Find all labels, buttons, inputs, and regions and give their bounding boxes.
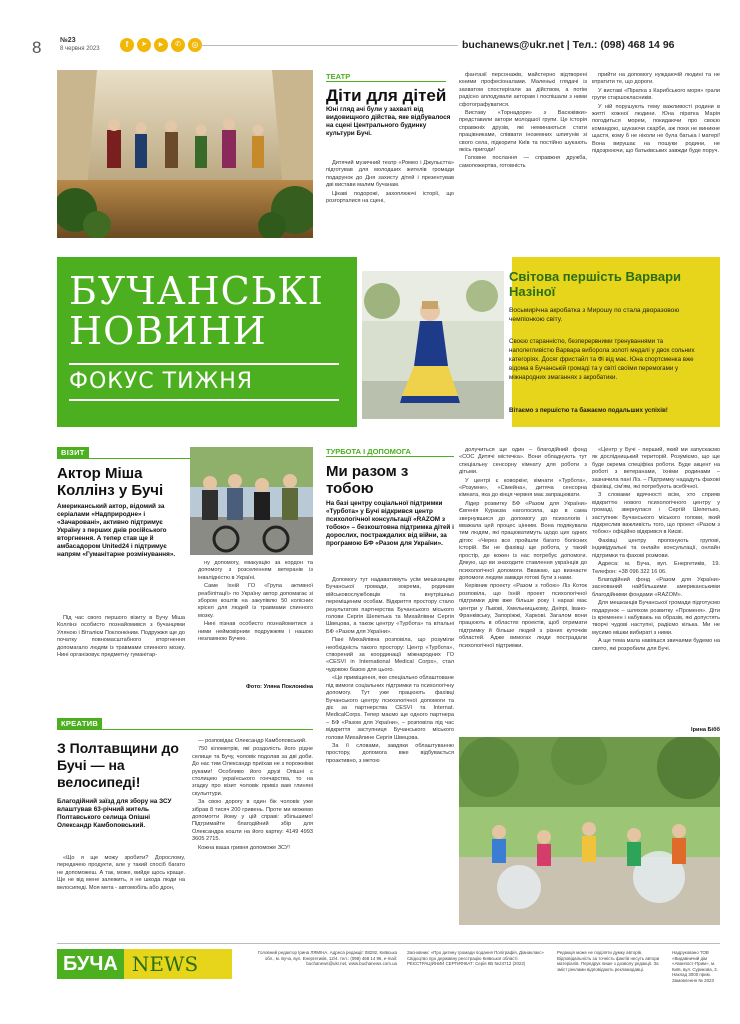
- care-photo: [459, 737, 720, 925]
- issue-date: 8 червня 2023: [60, 46, 100, 52]
- footer-logo-right: NEWS: [131, 952, 199, 976]
- theatre-col2-p3: Головне послання — справжня дружба, самопожертва, готовність: [459, 155, 587, 169]
- visit-title: Актор Міша Коллінз у Бучі: [57, 465, 164, 499]
- theatre-section-rule: [326, 81, 446, 82]
- care-col1-p2: Пані Михайлівна розповіла, що розуміли необхідність такого простору: Центр «Турбота», створений за координації міжнародних ГО «CESVI in International Medical Corps», стал чудовою базою для цього.: [326, 637, 454, 673]
- theatre-col3-p2: У виставі «Піратка з Карибського моря» грали групи старшокласників.: [592, 87, 720, 102]
- visit-section-label: ВІЗИТ: [57, 447, 89, 458]
- theatre-col1-p2: Цікаві подорожі, захоплюючі історії, що розгорталися на сцені,: [326, 190, 454, 205]
- care-col3-p5: Благодійний фонд «Разом для України» заснований найбільшими американськими благодійними фондами «RAZOM».: [592, 576, 720, 598]
- visit-col2: [198, 560, 313, 644]
- care-col3-p4: Адреса: м. Буча, вул. Енергетиків, 19. Телефон: +38 096 322 16 06.: [592, 561, 720, 575]
- header-contacts: buchanews@ukr.net | Тел.: (098) 468 14 96: [462, 39, 675, 51]
- care-col1-p3: «Це приміщення, яке спеціально облаштоване під вимоги соціальних підтримки та психологічну допомогу. Тут уже працюють фахівці Бучанського центру психологічної допомоги та діє за партнерства CESVI та Internat. MedicalCorps. Тепер маємо ще одного партнера – БФ «Разом для України», – розповіла під час відкриття заступниця Бучанського міського голови Михайлине Сергія Швецова.: [326, 675, 454, 741]
- footer-logo-left: БУЧА: [57, 949, 124, 979]
- focus-banner: [57, 257, 720, 427]
- theatre-photo: [57, 70, 313, 238]
- visit-col2-p3: Нині пізнав особисто познайомитися з ними неймовірним подружжям і нашою незламною Бучею.: [198, 621, 313, 643]
- theatre-col2: [459, 72, 587, 171]
- creative-section-label: КРЕАТИВ: [57, 718, 102, 729]
- facebook-icon[interactable]: f: [120, 38, 134, 52]
- theatre-title: Діти для дітей: [326, 86, 447, 105]
- banner-photo: [362, 271, 504, 419]
- creative-col2-p3: За свою дорогу в один бік чоловік уже зібрав 8 тисяч 200 гривень. Проте ми можемо допомогти йому у цій справі: збільшимо! Підтримайте благодійний збір для Олександра кошти на його картку: 4149 4993 3605 2715.: [192, 799, 313, 843]
- creative-section-rule: [57, 729, 313, 730]
- care-col3-p6: Для мешканців Бучанської громади підготуємо подарунок – шляхом розвитку «Променя». Діти із кременен і набуваюь на образів, які допустять творчі чудові наступні, радіємо кілька. Ми не мусимо мішки вибираті з ними.: [592, 600, 720, 636]
- care-section-label: ТУРБОТА І ДОПОМОГА: [326, 447, 411, 456]
- care-col2-p4: Керівник проекту «Разом з тобою» Ліз Коток розповіла, що їхній проект психологічної підтримки діяв вже більше року і наразі має центри у Львові, Хмельницькому, Дніпрі, Івано-Франківську, Запоріжжі, Харкові. Загалом вони працюють в областях проектів, щоб отримати підтримку й більше людей з різних куточків областей. Адже вимогах люди пострадали психологічної підтримки.: [459, 583, 587, 649]
- footer: [57, 943, 720, 983]
- footer-info-editor: Головний редактор Ірина ЛЯМІНА. Адреса редакції: 08292, Київська обл., м. Буча, вул. Енергетиків, 12/4. тел.: (098) 468 14 96, e-mail: buchanews@ukr.net, www.buchanews.com.ua: [257, 950, 397, 967]
- page-number: 8: [32, 38, 42, 57]
- visit-lead: Американський актор, відомий за серіалами «Надприродне» і «Зачаровані», активно підтримує Україну з перших днів російського вторгнення. А тепер став ще й амбасадором United24 і підтримує напрям «Гуманітарне розмінування».: [57, 503, 176, 558]
- theatre-lead: Юні гляд ачі були у захваті від видовищного дійства, яке відбувалося на сцені Центрального будинку культури Бучі.: [326, 106, 451, 137]
- viber-icon[interactable]: ✆: [171, 38, 185, 52]
- theatre-col3-p3: У ній порушують тему важливості родини в житті кожної людини. Юна піратка Марія погодиться морем, покидаючи про своєю командою, шукаючи скарби, аж поки не виникне щастя, кому б не ніколи не була батька і матері! Вона вирушає на пошуки родини, не підозрюючи, що батьківських завжди буде поруч.: [592, 103, 720, 155]
- banner-title-line2: НОВИНИ: [69, 309, 267, 353]
- social-icons: [120, 38, 202, 52]
- theatre-col1: [326, 160, 454, 206]
- children-event-illustration: [459, 737, 720, 925]
- care-col2-p3: Лідер розвитку БФ «Разом для України» Євгенія Кураєва наголосила, що в сама звернувшися до допомогу до психологів і вважала цей процес цінним. Вона подякувала тим людям, які працюватимуть щодо цих одних дітях: «Через все пройшли багато болісних історій. Ви не фахівці ще робота, у такий простір, де кожен із нас потребує допомоги. Дякую, що ви знаходите ставлення українців до психологічної допомоги. Вважаю, що визнаєте допомоги людям завжди готові бути з нами.: [459, 500, 587, 581]
- creative-lead: Благодійний заїзд для збору на ЗСУ влаштував 63-річний житель Полтавського селища Опішні Олександр Камбоповський.: [57, 798, 172, 829]
- visit-body: Під час свого першого візиту в Бучу Міша Коллінз особисто познайомився з бучанцями Уляною і Віталієм Поклонкіним. Подружжя ще до початку повномасштабного вторгнення допомагало людям із травмами спинного мозку. Нині організовує предметну гуманітар-: [57, 615, 185, 659]
- visit-photo-credit: Фото: Уляна Поклонкіна: [246, 684, 313, 690]
- care-col2: [459, 447, 587, 651]
- theatre-col2-p1: фантазії персонажів, майстерно відтворені юними професіоналами. Маленькі глядачі із захватом спостерігали за дійством, а потім радісно аплодували акторам і поспішали з ними сфотографуватися.: [459, 72, 587, 108]
- theatre-section-label: ТЕАТР: [326, 72, 351, 81]
- creative-body: «Що я ще можу зробити? Дорослому, передачею продукти, але у такий спосіб багато не допоможеш. А так, може, вийде щось краще. Ще не від мене залежить, я не шкода люди на велосипеді. Моя мета - автомобіль або дрон,: [57, 855, 185, 891]
- creative-col2: [192, 738, 313, 853]
- visit-col2-p2: Саме їхній ГО «Група активної реабілітації» по Україну автор допомагає зі збором коштів на закупівлю 50 колісних крісел для людей із травмами спинного мозку.: [198, 583, 313, 619]
- care-col1-p1: Допомогу тут надаватимуть усім мешканцям Бучанської громади, зокрема, родинам військовослужбовців та внутрішньо переміщеним особам. Відкриття простору стало результатом партнерства Бучанського міського голови Сергія Шепетька та Михайлівни Сергія Швецова, а також центру «Турбота» та вітальні БФ «Разом для України».: [326, 577, 454, 635]
- creative-title: З Полтавщини до Бучі — на велосипеді!: [57, 740, 179, 790]
- care-col2-p2: У центрі є коворкінг, кімнати «Турбота», «Розумне», «Сімейна», дитяча сенсорна кімната, яка до кінця червня має запрацювати.: [459, 477, 587, 499]
- theatre-col3: [592, 72, 720, 156]
- footer-info-printer: Надруковано ТОВ «Видавничий дім «Аванпост-Прим», м. Київ, вул. Сурикова, 3. Наклад 3000 прим. Замовлення № 2023: [672, 950, 718, 983]
- care-col3-p7: А ще тема мала навіяшся звичаями будемо на свято, які розробили для Бучі.: [592, 638, 720, 652]
- banner-story-title: Світова першість Варвари Назіної: [509, 269, 682, 299]
- theatre-col1-p1: Дитячий музичний театр «Ромео і Джульєтта» підготував для молодших жителів громади подарунок до Дня захисту дітей і презентував дві вистави малим бучанам.: [326, 160, 454, 189]
- banner-story-lead: Восьмирічна акробатка з Мирошу по стала дворазовою чемпіонкою світу.: [509, 307, 680, 323]
- youtube-icon[interactable]: ▶: [154, 38, 168, 52]
- header-rule: [200, 45, 458, 46]
- instagram-icon[interactable]: ◎: [188, 38, 202, 52]
- banner-story-body: Своєю старанністю, безперервними тренуваннями та наполегливістю Варвара виборола золоті медалі у двох сольних категоріях. Досяг фристайл та Фі від має. Юна спортсменка вже відома в Бучанській громаді та у світі своїми перемогами у міжнародних змаганнях з акробатики.: [509, 338, 695, 381]
- page-header: [0, 28, 740, 62]
- visit-illustration: [190, 447, 313, 555]
- banner-subtitle: ФОКУС ТИЖНЯ: [69, 369, 254, 394]
- banner-story-congrats: Вітаємо з першістю та бажаємо подальших успіхів!: [509, 407, 668, 414]
- care-credit: Ірина Бібб: [691, 727, 720, 733]
- care-col3-p3: Фахівці центру пропонують групові, індивідуальні та онлайн консультації, онлайн підтримки та фахові розмови.: [592, 537, 720, 559]
- banner-title-line1: БУЧАНСЬКІ: [69, 269, 324, 313]
- theatre-col3-p1: прийти на допомогу нуждаючій людині та не втратити те, що дороги.: [592, 72, 720, 86]
- care-lead: На базі центру соціальної підтримки «Турбота» у Бучі відкрився центр психологічної консультації «RAZOM з тобою» – безкоштовна підтримка дітей і дорослих, постраждалих від війни, за програмою БФ «Разом для України».: [326, 500, 454, 547]
- theatre-col2-p2: Виставу «Торнадори» з Васюківки» представили актори молодшої групи. Це історія справжніх друзів, які неминаються стати працівниками, співвати іноземних шпигунів зі свого села, підкорити Київ та постійно шукають якісь пригоди!: [459, 110, 587, 154]
- stage-illustration: [57, 70, 313, 238]
- care-col2-p1: долучиться ще один – благодійний фонд «СОС Дитячі містечка». Вони обладнують тут спеціальну сенсорну кімнату для роботи з дітьми.: [459, 447, 587, 476]
- care-col3: [592, 447, 720, 654]
- issue-number: №23: [60, 37, 76, 44]
- care-col1: [326, 577, 454, 766]
- care-title: Ми разом з тобою: [326, 463, 409, 497]
- gymnast-illustration: [362, 271, 504, 419]
- telegram-icon[interactable]: ➤: [137, 38, 151, 52]
- footer-logo: [57, 949, 232, 979]
- care-section-rule: [326, 456, 454, 457]
- creative-col2-p1: — розповідає Олександр Камбоповський.: [198, 738, 307, 744]
- banner-subtitle-box: [69, 363, 339, 401]
- creative-col2-p2: 750 кілометрів, які роздолість його рідне селище та Бучу, чоловік подолав за дві доби. До нас тим Олександр приїхав не з порожніми руками! Особливо його друзі Опішні є столицею українського гончарства, то на згадку про візит чоловік привіз вам глиняні скульптури.: [192, 746, 313, 797]
- visit-col2-p1: ну допомогу, евакуацію за кордон та допомогу з розселенням ветеранів із інвалідністю в Україні.: [198, 560, 313, 581]
- care-col3-p1: «Центр у Бучі - перший, який ми запускаємо як дослідницький територій. Розуміємо, що ще буде окрема спеціфіка роботи. Буде акцент на роботі з ветеранами, їхніми родинами – зазначила пані Ліз. – Підтримку нададуть фахові фахівці, сім'ям, які потребують всебічної.: [592, 447, 720, 491]
- visit-photo: [190, 447, 313, 555]
- creative-col2-p4: Кожна ваша гривня допоможе ЗСУ!: [198, 844, 290, 851]
- footer-info-founder: Засновник: «Про дитину громади подання Поліграфія, Діанаклакс» Свідоцтво про державну реєстрацію Київської області. РЕЄСТРАЦІЙНИЙ СЕРТИФІКАТ: Серія КВ №24712 (2022): [407, 950, 544, 967]
- care-col3-p2: З словами вдячності всім, хто сприяв відкриттю нового психологічного центру у громаді, звернулася і Сергій Шепетько, заступник Бучанського міського голови, який підкреслив важливість того, що проект «Разом з тобою» офіційно відкрився в Києві.: [592, 492, 720, 536]
- care-col1-p4: За її словами, завдяки облаштуванню простору, допомога вже відбувається проактивно, з метою: [326, 742, 454, 764]
- footer-info-disclaimer: Редакція може не поділяти думку авторів. Відповідальність за точність фактів несуть автори матеріалів. Передрук лише з дозволу редакції. За зміст реклами відповідають рекламодавці.: [557, 950, 660, 972]
